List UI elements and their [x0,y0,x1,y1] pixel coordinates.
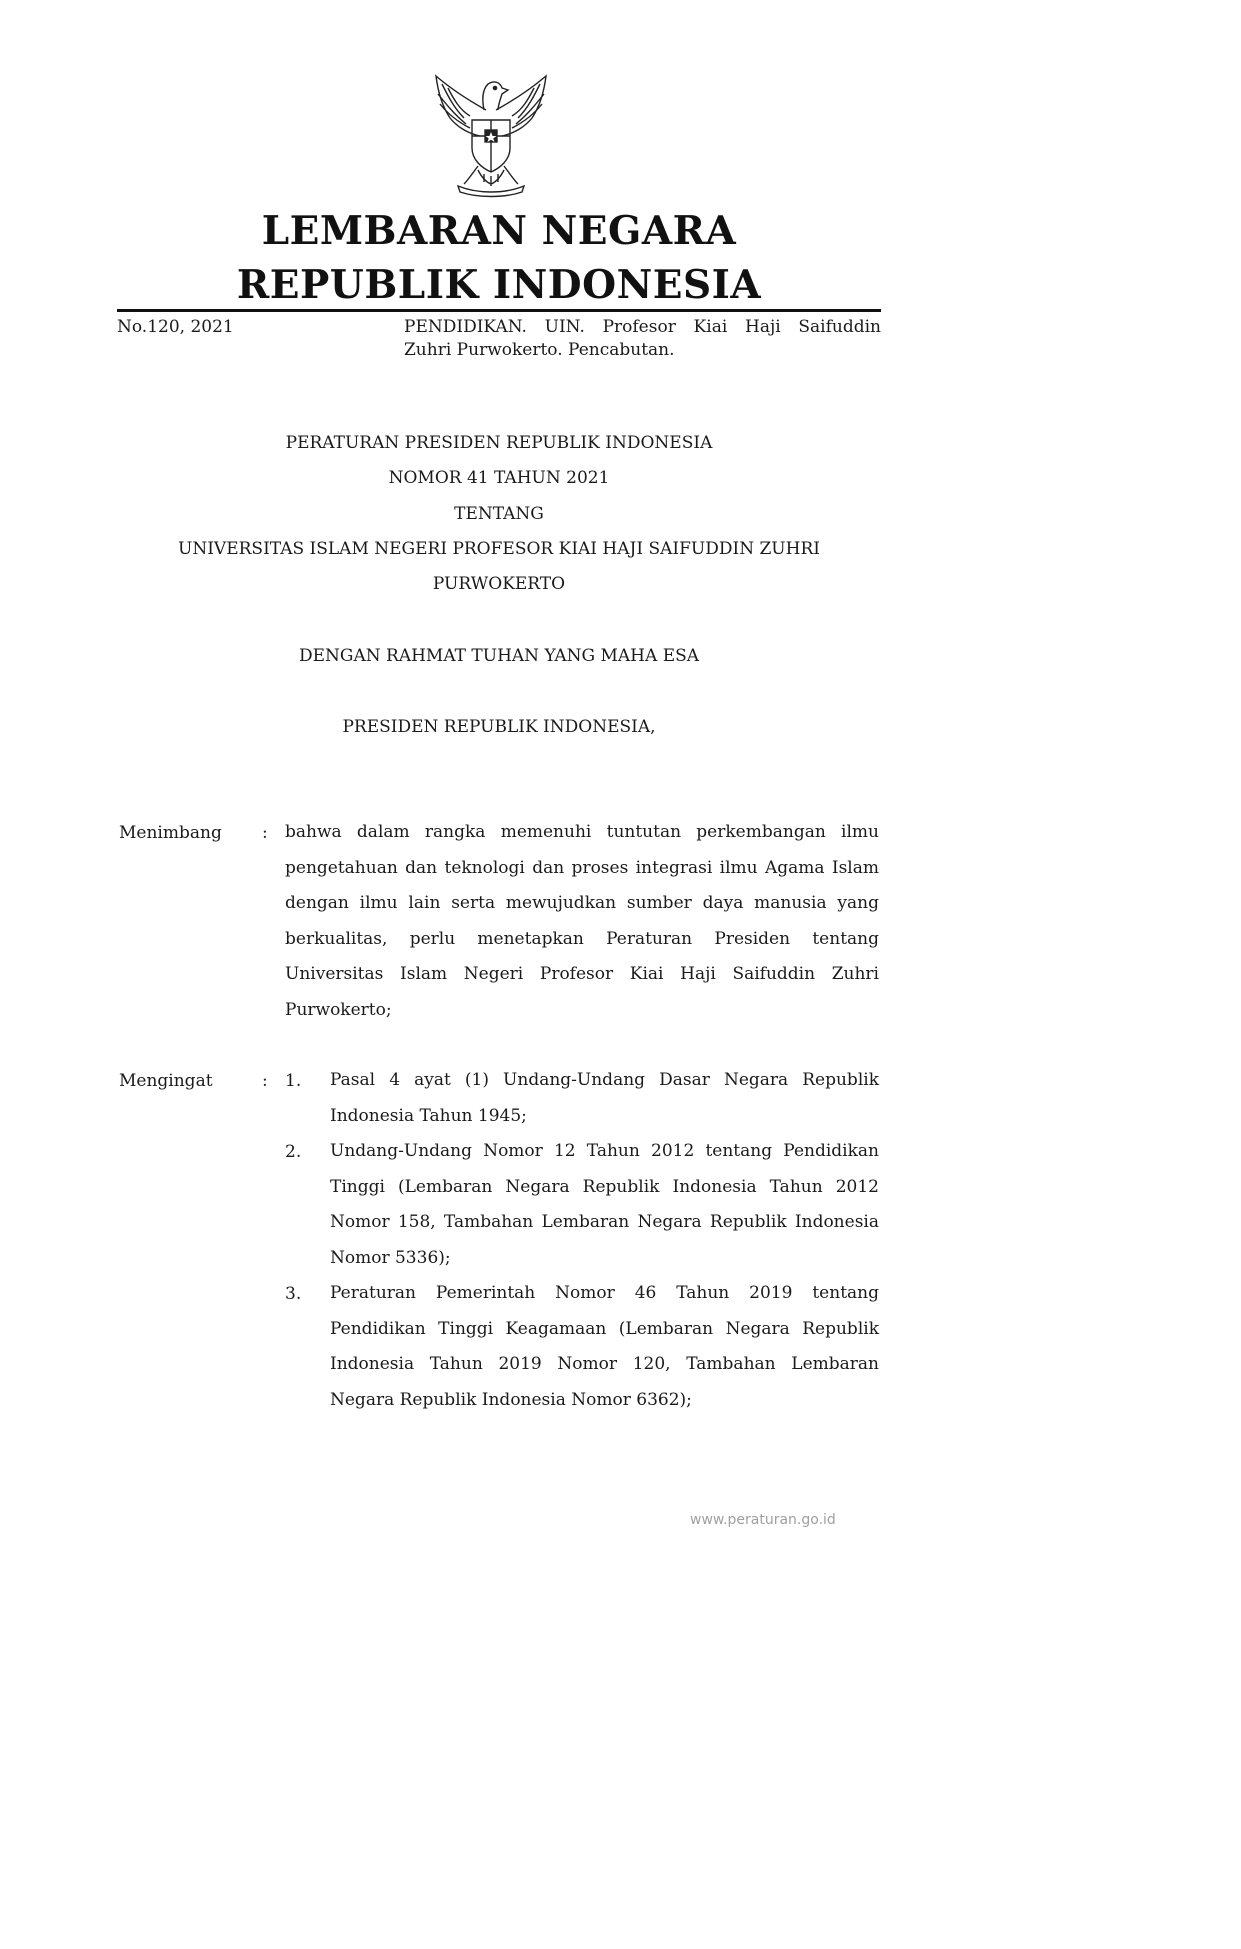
regulation-subject-line2: PURWOKERTO [432,574,566,594]
regulation-tentang: TENTANG [454,504,544,524]
regulation-number: NOMOR 41 TAHUN 2021 [388,468,610,488]
mengingat-item-number: 1. [285,1071,302,1091]
mengingat-label: Mengingat [119,1071,213,1091]
gazette-number: No.120, 2021 [117,317,234,337]
masthead-title-line1: LEMBARAN NEGARA [261,208,737,254]
mengingat-item-number: 2. [285,1142,302,1162]
mengingat-colon: : [262,1071,268,1091]
invocation: DENGAN RAHMAT TUHAN YANG MAHA ESA [298,646,700,666]
mengingat-item-text: Peraturan Pemerintah Nomor 46 Tahun 2019 tentang Pendidikan Tinggi Keagamaan (Lembaran Negara Republik Indonesia Tahun 2019 Nomor 120, Tambahan Lembaran Negara Republik Indonesia Nomor 6362); [330,1283,879,1410]
president-heading: PRESIDEN REPUBLIK INDONESIA, [342,717,656,737]
regulation-title: PERATURAN PRESIDEN REPUBLIK INDONESIA [285,433,713,453]
gazette-subject-line2: Zuhri Purwokerto. Pencabutan. [404,340,675,360]
mengingat-item-text: Pasal 4 ayat (1) Undang-Undang Dasar Negara Republik Indonesia Tahun 1945; [330,1070,879,1126]
menimbang-colon: : [262,823,268,843]
garuda-emblem-icon [428,70,554,198]
menimbang-text: bahwa dalam rangka memenuhi tuntutan perkembangan ilmu pengetahuan dan teknologi dan proses integrasi ilmu Agama Islam dengan ilmu lain serta mewujudkan sumber daya manusia yang berkualitas, perlu menetapkan Peraturan Presiden tentang Universitas Islam Negeri Profesor Kiai Haji Saifuddin Zuhri Purwokerto; [285,822,879,1020]
masthead-title-line2: REPUBLIK INDONESIA [236,262,762,308]
menimbang-label: Menimbang [119,823,222,843]
regulation-subject-line1: UNIVERSITAS ISLAM NEGERI PROFESOR KIAI HAJI SAIFUDDIN ZUHRI [178,539,820,559]
mengingat-item-number: 3. [285,1284,302,1304]
gazette-subject-line1: PENDIDIKAN. UIN. Profesor Kiai Haji Saifuddin [404,317,881,337]
footer-website-url[interactable]: www.peraturan.go.id [690,1512,836,1528]
masthead-divider [117,309,881,312]
mengingat-item-text: Undang-Undang Nomor 12 Tahun 2012 tentang Pendidikan Tinggi (Lembaran Negara Republik Indonesia Tahun 2012 Nomor 158, Tambahan Lembaran Negara Republik Indonesia Nomor 5336); [330,1141,879,1268]
gazette-subject [404,316,881,362]
